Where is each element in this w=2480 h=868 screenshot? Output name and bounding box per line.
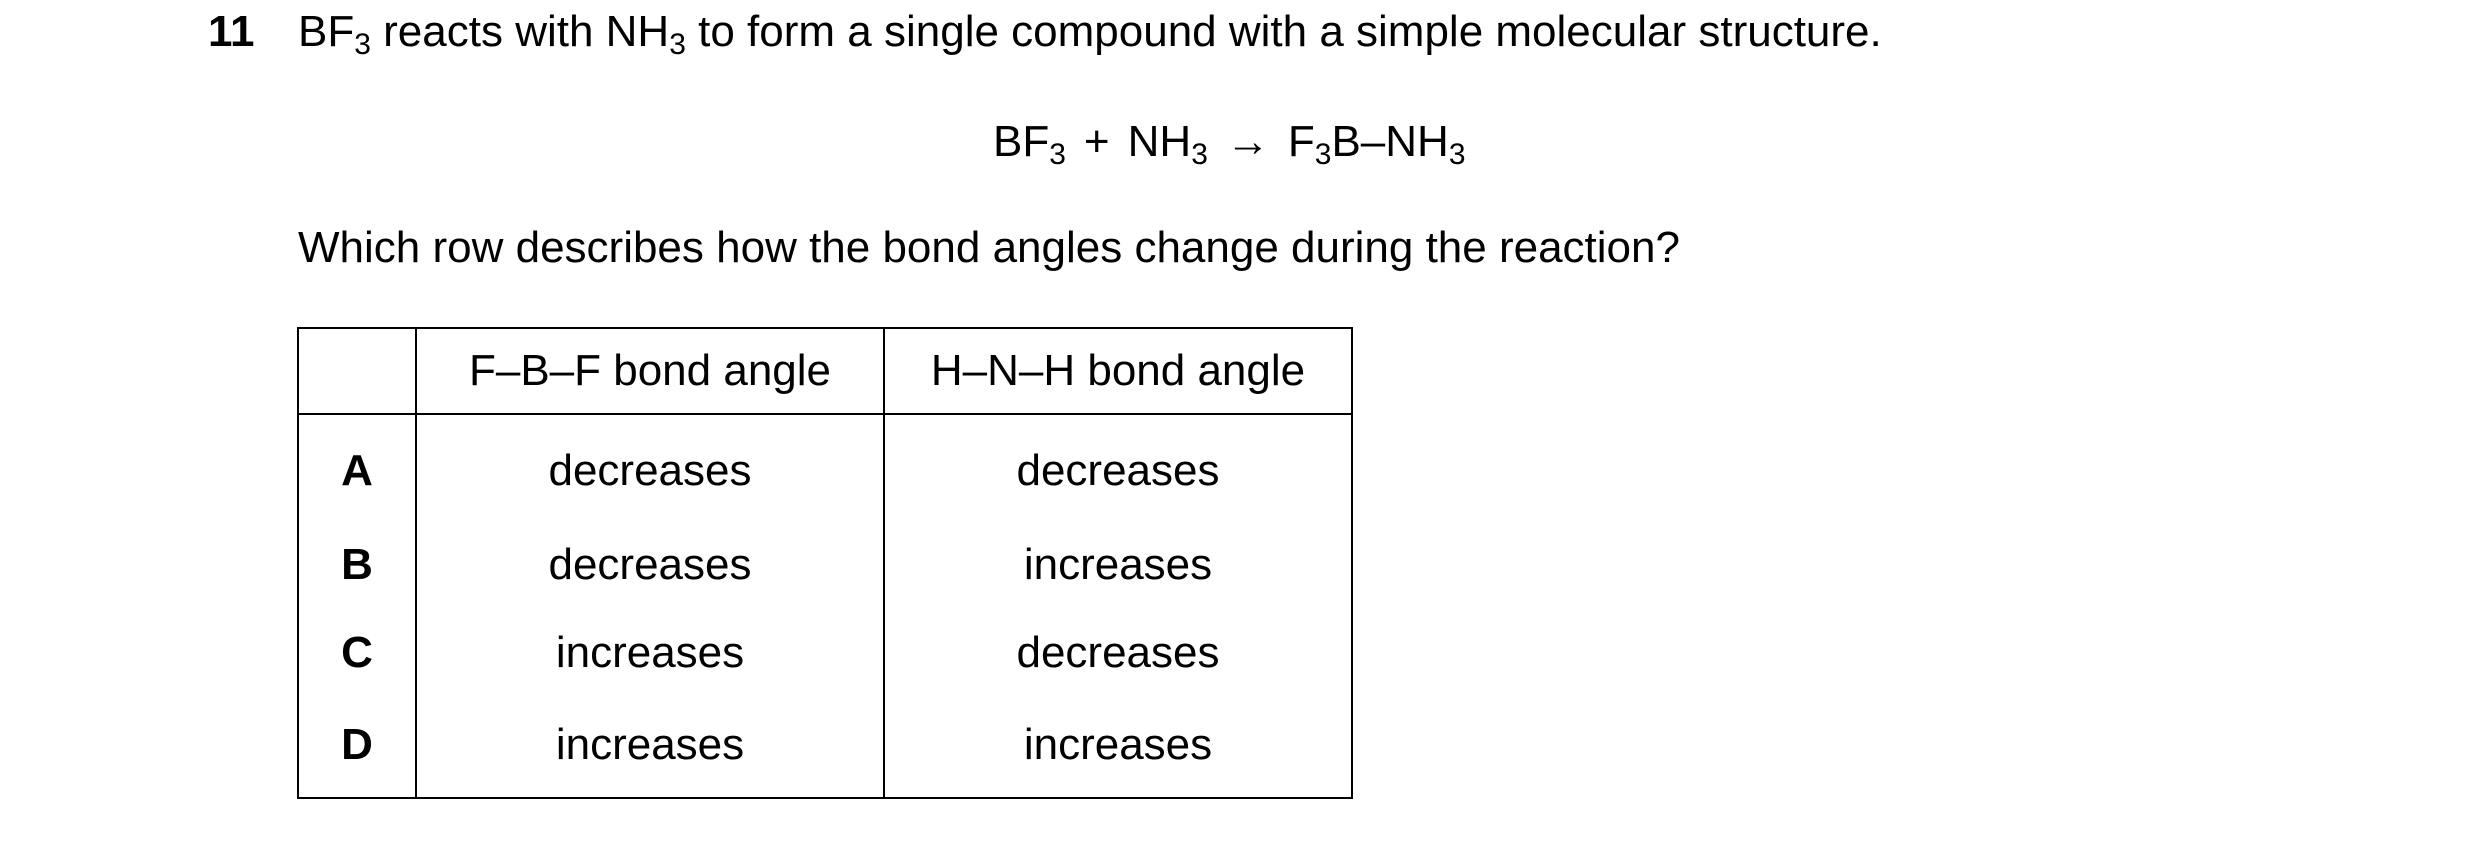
hnh-angle-change: increases (884, 697, 1352, 798)
option-key: D (298, 697, 416, 798)
table-row[interactable] (298, 521, 1352, 609)
equation-reactant-1: BF (993, 117, 1050, 166)
question-stem (298, 4, 1882, 60)
equation-arrow: → (1225, 117, 1270, 166)
stem-subscript-1: 3 (354, 28, 371, 61)
header-hnh-angle: H–N–H bond angle (884, 328, 1352, 414)
equation-product-subscript-2: 3 (1448, 138, 1466, 171)
stem-text-2: reacts with NH (370, 7, 670, 56)
equation-reactant-1-subscript: 3 (1049, 138, 1066, 171)
hnh-angle-change: decreases (884, 609, 1352, 697)
table-row[interactable] (298, 414, 1352, 521)
table-row[interactable] (298, 697, 1352, 798)
stem-text-3: to form a single compound with a simple molecular structure. (685, 7, 1882, 56)
answer-table (297, 327, 1353, 799)
hnh-angle-change: decreases (884, 414, 1352, 521)
question-number: 11 (208, 7, 255, 56)
header-key-cell (298, 328, 416, 414)
header-fbf-angle: F–B–F bond angle (416, 328, 884, 414)
fbf-angle-change: decreases (416, 521, 884, 609)
fbf-angle-change: increases (416, 609, 884, 697)
equation-product-part-1: F (1287, 117, 1315, 166)
stem-subscript-2: 3 (669, 28, 686, 61)
fbf-angle-change: increases (416, 697, 884, 798)
equation-reactant-2: NH (1127, 117, 1192, 166)
equation-plus: + (1083, 117, 1110, 166)
option-key: A (298, 414, 416, 521)
equation-reactant-2-subscript: 3 (1191, 138, 1208, 171)
hnh-angle-change: increases (884, 521, 1352, 609)
stem-text-1: BF (298, 7, 355, 56)
fbf-angle-change: decreases (416, 414, 884, 521)
equation-product-subscript-1: 3 (1314, 138, 1332, 171)
table-row[interactable] (298, 609, 1352, 697)
option-key: C (298, 609, 416, 697)
table-header-row (298, 328, 1352, 414)
reaction-equation (993, 114, 1466, 170)
option-key: B (298, 521, 416, 609)
equation-product-part-2: B–NH (1331, 117, 1449, 166)
question-prompt: Which row describes how the bond angles change during the reaction? (298, 223, 1680, 272)
